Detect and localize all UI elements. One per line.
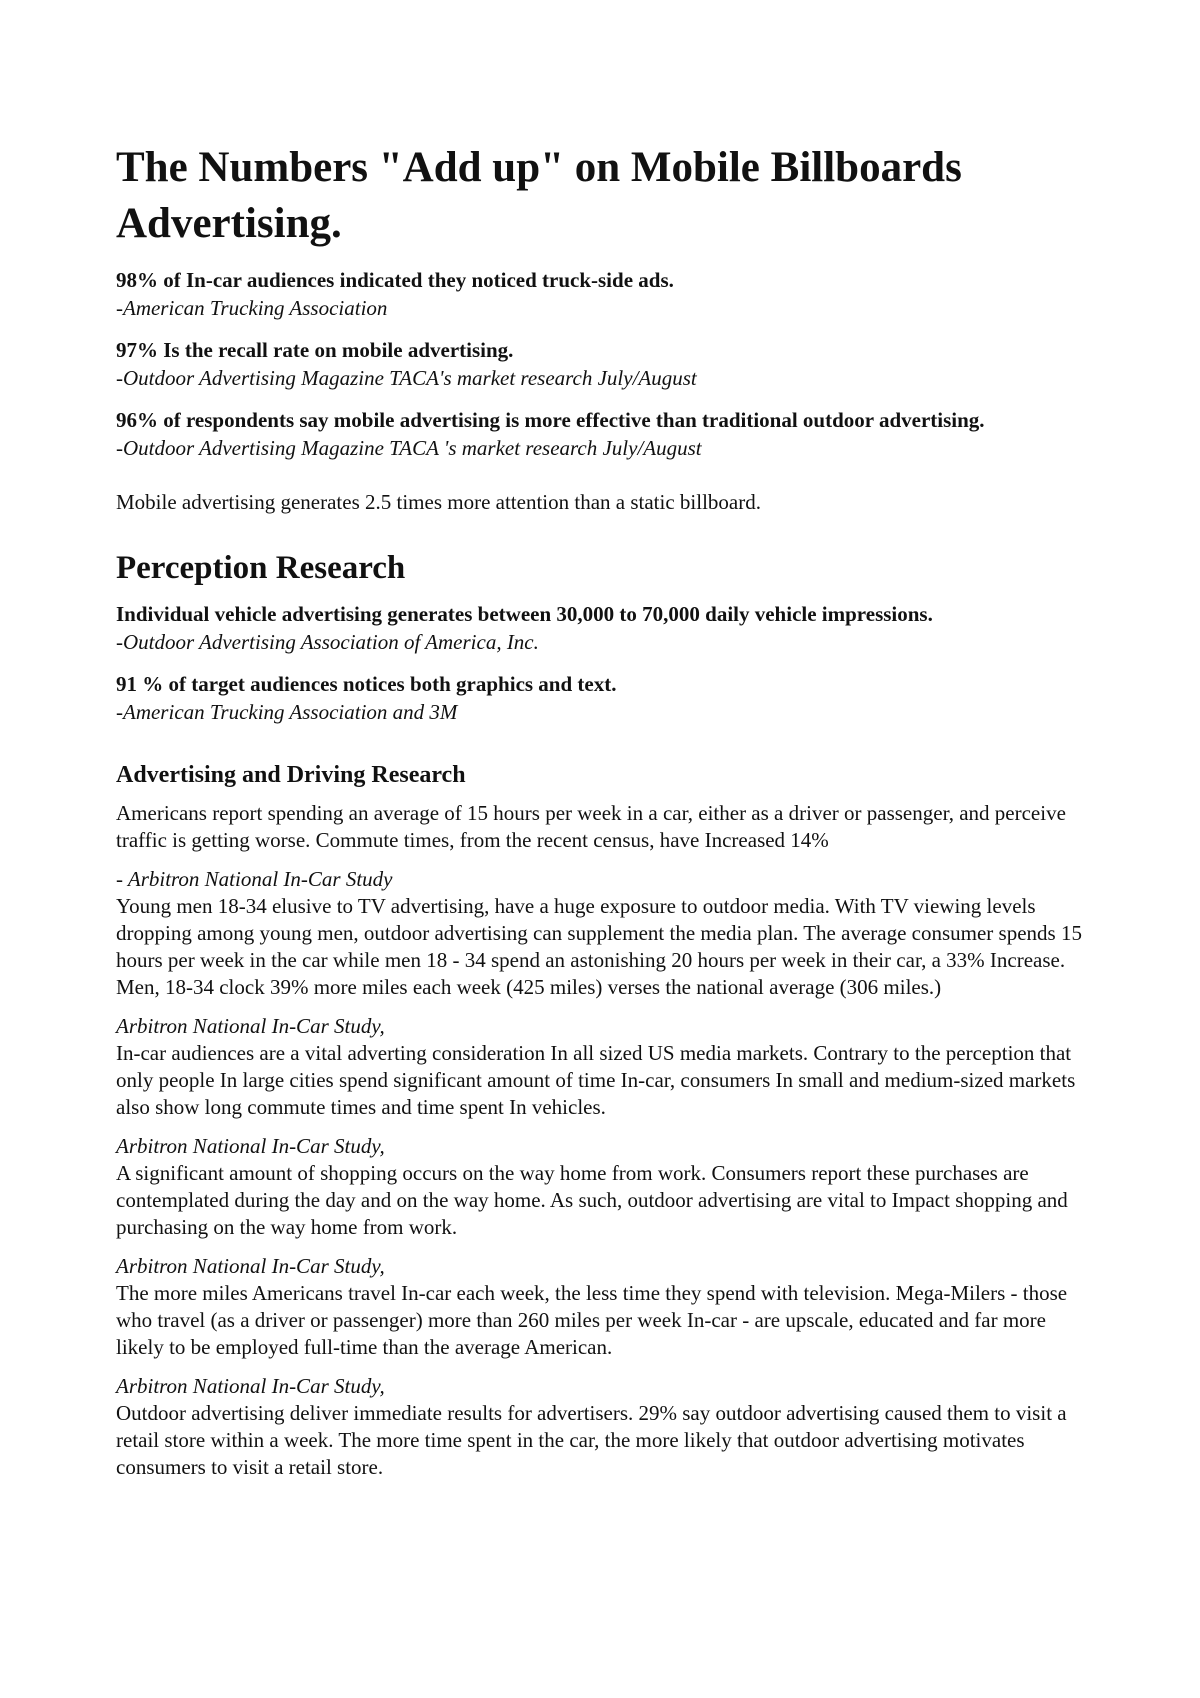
document-page: [116, 140, 1096, 1493]
study-paragraph: [116, 1013, 1096, 1121]
study-source: - Arbitron National In-Car Study: [116, 867, 393, 891]
study-paragraph: [116, 866, 1096, 1001]
driving-heading: Advertising and Driving Research: [116, 762, 466, 788]
stat-block: [116, 600, 1096, 656]
stat-source: -Outdoor Advertising Magazine TACA's market research July/August: [116, 366, 697, 390]
stat-claim: 96% of respondents say mobile advertising is more effective than traditional outdoor advertising.: [116, 408, 985, 432]
stat-claim: 98% of In-car audiences indicated they noticed truck-side ads.: [116, 268, 674, 292]
study-text: The more miles Americans travel In-car each week, the less time they spend with television. Mega-Milers - those who travel (as a driver or passenger) more than 260 miles per week In-car - are upscale, educated and far more likely to be employed full-time than the average American.: [116, 1281, 1068, 1359]
study-source: Arbitron National In-Car Study,: [116, 1014, 385, 1038]
stat-source: -American Trucking Association: [116, 296, 388, 320]
study-source: Arbitron National In-Car Study,: [116, 1134, 385, 1158]
study-paragraph: [116, 1373, 1096, 1481]
stat-claim: 91 % of target audiences notices both graphics and text.: [116, 672, 617, 696]
stat-claim: Individual vehicle advertising generates between 30,000 to 70,000 daily vehicle impressions.: [116, 602, 933, 626]
study-source: Arbitron National In-Car Study,: [116, 1374, 385, 1398]
study-text: Young men 18-34 elusive to TV advertising, have a huge exposure to outdoor media. With TV viewing levels dropping among young men, outdoor advertising can supplement the media plan. The average consumer spends 15 hours per week in the car while men 18 - 34 spend an astonishing 20 hours per week in their car, a 33% Increase. Men, 18-34 clock 39% more miles each week (425 miles) verses the national average (306 miles.): [116, 894, 1082, 999]
stat-source: -Outdoor Advertising Association of America, Inc.: [116, 630, 539, 654]
stat-block: [116, 670, 1096, 726]
perception-heading: Perception Research: [116, 550, 406, 586]
study-paragraph: [116, 1133, 1096, 1241]
attention-note: Mobile advertising generates 2.5 times more attention than a static billboard.: [116, 490, 761, 514]
stat-block: [116, 406, 1096, 462]
study-text: A significant amount of shopping occurs on the way home from work. Consumers report these purchases are contemplated during the day and on the way home. As such, outdoor advertising are vital to Impact shopping and purchasing on the way home from work.: [116, 1161, 1068, 1239]
driving-intro: Americans report spending an average of 15 hours per week in a car, either as a driver or passenger, and perceive traffic is getting worse. Commute times, from the recent census, have Increased 14%: [116, 801, 1066, 852]
stat-claim: 97% Is the recall rate on mobile advertising.: [116, 338, 514, 362]
stat-source: -Outdoor Advertising Magazine TACA 's market research July/August: [116, 436, 702, 460]
page-title: The Numbers "Add up" on Mobile Billboards Advertising.: [116, 144, 962, 247]
stat-block: [116, 336, 1096, 392]
stat-source: -American Trucking Association and 3M: [116, 700, 458, 724]
study-text: In-car audiences are a vital adverting consideration In all sized US media markets. Contrary to the perception that only people In large cities spend significant amount of time In-car, consumers In small and medium-sized markets also show long commute times and time spent In vehicles.: [116, 1041, 1076, 1119]
study-source: Arbitron National In-Car Study,: [116, 1254, 385, 1278]
stat-block: [116, 266, 1096, 322]
study-text: Outdoor advertising deliver immediate results for advertisers. 29% say outdoor advertising caused them to visit a retail store within a week. The more time spent in the car, the more likely that outdoor advertising motivates consumers to visit a retail store.: [116, 1401, 1067, 1479]
study-paragraph: [116, 1253, 1096, 1361]
